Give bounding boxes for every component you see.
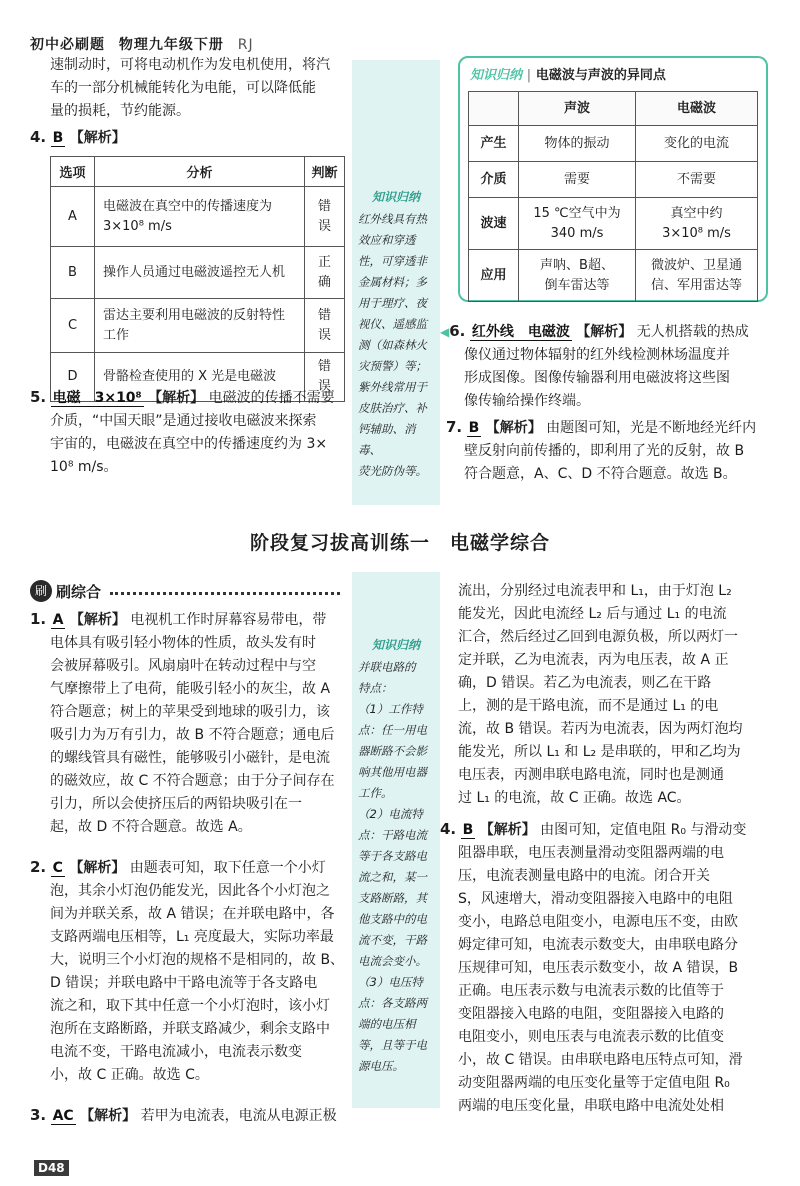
pointer-arrow-icon: ◀ bbox=[440, 325, 450, 339]
text-line: 支路两端电压相等，L₁ 亮度最大，实际功率最 bbox=[50, 929, 334, 945]
question-number: 3. bbox=[30, 1106, 47, 1124]
text-line: 介质，“中国天眼”是通过接收电磁波来探索 bbox=[50, 413, 317, 429]
sidebar-line: 性，可穿透非 bbox=[358, 254, 427, 268]
text-line: 像传输给操作终端。 bbox=[464, 393, 590, 409]
header-edition: RJ bbox=[237, 37, 254, 53]
text-line: 10⁸ m/s。 bbox=[50, 459, 118, 475]
table-cell: B bbox=[51, 247, 95, 299]
table-cell: 物体的振动 bbox=[519, 126, 636, 162]
brush-icon: 刷 bbox=[30, 580, 52, 602]
table-row bbox=[469, 126, 758, 162]
sidebar-line: 器断路不会影 bbox=[358, 744, 427, 758]
q1-block bbox=[30, 608, 346, 839]
table-cell: 骨骼检查使用的 X 光是电磁波 bbox=[95, 353, 305, 402]
sidebar-line: 电流会变小。 bbox=[358, 954, 427, 968]
question-number: 7. bbox=[446, 418, 463, 436]
badge-label: 刷综合 bbox=[56, 582, 102, 601]
table-cell: 雷达主要利用电磁波的反射特性工作 bbox=[95, 299, 305, 353]
intro-paragraph bbox=[50, 54, 350, 123]
text-line: 符合题意；树上的苹果受到地球的吸引力，该 bbox=[50, 704, 330, 720]
text-line: 能发光，所以 L₁ 和 L₂ 是串联的，甲和乙均为 bbox=[458, 744, 741, 760]
text-line: D 错误；并联电路中干路电流等于各支路电 bbox=[50, 975, 318, 991]
text-line: 泡所在支路断路，并联支路减少，剩余支路中 bbox=[50, 1021, 330, 1037]
question-number: 4. bbox=[440, 820, 457, 838]
text-line: 定并联，乙为电流表，丙为电压表，故 A 正 bbox=[458, 652, 729, 668]
table-cell: 错误 bbox=[305, 187, 345, 247]
answer: 电磁 3×10⁸ bbox=[52, 390, 142, 406]
text-line: 小，故 C 错误。由串联电路电压特点可知，滑 bbox=[458, 1052, 743, 1068]
text-line: 流出，分别经过电流表甲和 L₁，由于灯泡 L₂ bbox=[458, 583, 732, 599]
cell-line: 3×10⁸ m/s bbox=[662, 225, 731, 241]
question-number: 5. bbox=[30, 388, 47, 406]
cell-line: 真空中约 bbox=[670, 205, 723, 221]
comparison-table bbox=[468, 91, 758, 302]
sidebar-note-parallel bbox=[352, 572, 440, 1108]
text-line: 像仪通过物体辐射的红外线检测林场温度并 bbox=[464, 347, 730, 363]
answer: B bbox=[52, 130, 64, 146]
answer: B bbox=[462, 822, 474, 838]
answer: 红外线 电磁波 bbox=[471, 324, 570, 340]
sidebar-note-infrared bbox=[352, 60, 440, 505]
question-number: 1. bbox=[30, 610, 47, 628]
section-title: 阶段复习拔高训练一 电磁学综合 bbox=[249, 532, 550, 554]
text-line: 正确。电压表示数与电流表示数的比值等于 bbox=[458, 983, 724, 999]
cell-line: 15 ℃空气中为 bbox=[533, 205, 621, 221]
knowledge-box bbox=[458, 56, 768, 302]
sidebar-line: 金属材料；多 bbox=[358, 275, 427, 289]
text-line: 由题图可知，光是不断地经光纤内 bbox=[546, 420, 757, 436]
text-line: 变阻器接入电路的电阻，变阻器接入电路的 bbox=[458, 1006, 724, 1022]
text-line: 间为并联关系，故 A 错误；在并联电路中，各 bbox=[50, 906, 335, 922]
page-number: D48 bbox=[34, 1160, 69, 1176]
table-cell: C bbox=[51, 299, 95, 353]
text-line: 电视机工作时屏幕容易带电，带 bbox=[130, 612, 327, 628]
text-line: 流之和，取下其中任意一个小灯泡时，该小灯 bbox=[50, 998, 330, 1014]
q2-block bbox=[30, 856, 346, 1087]
col-header bbox=[469, 92, 519, 126]
analysis-tag: 【解析】 bbox=[485, 420, 542, 436]
sidebar-line: 测（如森林火 bbox=[358, 338, 427, 352]
text-line: 阻器串联，电压表测量滑动变阻器两端的电 bbox=[458, 845, 724, 861]
sidebar-line: 效应和穿透 bbox=[358, 233, 416, 247]
text-line: 由图可知，定值电阻 R₀ 与滑动变 bbox=[540, 822, 747, 838]
sidebar-line: 端的电压相 bbox=[358, 1017, 416, 1031]
q4b-block bbox=[440, 818, 774, 1118]
sidebar-line: 他支路中的电 bbox=[358, 912, 427, 926]
text-line: 电压表，丙测串联电路电流，同时也是测通 bbox=[458, 767, 724, 783]
analysis-tag: 【解析】 bbox=[69, 130, 126, 146]
q4-heading bbox=[30, 126, 126, 150]
table-row bbox=[469, 162, 758, 198]
table-cell: D bbox=[51, 353, 95, 402]
text-line: 形成图像。图像传输器利用电磁波将这些图 bbox=[464, 370, 730, 386]
table-cell bbox=[519, 250, 636, 302]
analysis-tag: 【解析】 bbox=[148, 390, 205, 406]
q5-block bbox=[30, 386, 348, 479]
text-line: 压规律可知，电压表示数变小，故 A 错误，B bbox=[458, 960, 739, 976]
analysis-tag: 【解析】 bbox=[69, 860, 126, 876]
sidebar-line: 工作。 bbox=[358, 786, 393, 800]
text-line: 过 L₁ 的电流，故 C 正确。故选 AC。 bbox=[458, 790, 691, 806]
sidebar-line: 流之和，某一 bbox=[358, 870, 427, 884]
header-subject: 物理九年级下册 bbox=[118, 37, 224, 53]
text-line: 汇合，然后经过乙回到电源负极，所以两灯一 bbox=[458, 629, 738, 645]
answer: B bbox=[468, 420, 480, 436]
sidebar-line: 响其他用电器 bbox=[358, 765, 427, 779]
text-line: 起，故 D 不符合题意。故选 A。 bbox=[50, 819, 252, 835]
sidebar-line: 支路断路，其 bbox=[358, 891, 427, 905]
sidebar-line: 皮肤治疗、补 bbox=[358, 401, 427, 415]
cell-line: 信、军用雷达等 bbox=[651, 277, 743, 293]
text-line: 确，D 错误。若乙为电流表，则乙在干路 bbox=[458, 675, 712, 691]
text-line: 气摩擦带上了电荷，能吸引轻小的灰尘，故 A bbox=[50, 681, 331, 697]
sidebar-line: 点：各支路两 bbox=[358, 996, 427, 1010]
col-header: 声波 bbox=[519, 92, 636, 126]
table-header-row bbox=[51, 157, 345, 187]
text-line: 速制动时，可将电动机作为发电机使用，将汽 bbox=[50, 57, 330, 73]
analysis-tag: 【解析】 bbox=[479, 822, 536, 838]
text-line: 的磁效应，故 C 不符合题意；由于分子间存在 bbox=[50, 773, 335, 789]
table-cell: 需要 bbox=[519, 162, 636, 198]
answer: AC bbox=[52, 1108, 74, 1124]
table-cell: 错误 bbox=[305, 299, 345, 353]
cell-line: 倒车雷达等 bbox=[544, 277, 610, 293]
text-line: 大，说明三个小灯泡的规格不是相同的，故 B、 bbox=[50, 952, 345, 968]
knowledge-title: 电磁波与声波的异同点 bbox=[535, 68, 666, 83]
cell-line: 微波炉、卫星通 bbox=[651, 257, 743, 273]
section-badge bbox=[30, 580, 101, 602]
table-row bbox=[469, 198, 758, 250]
header-brand: 初中必刷题 bbox=[30, 37, 105, 53]
text-line: 的螺线管具有磁性，能够吸引小磁针，是电流 bbox=[50, 750, 330, 766]
table-cell bbox=[519, 198, 636, 250]
cell-line: 340 m/s bbox=[550, 225, 604, 241]
text-line: 上，测的是干路电流，而不是通过 L₁ 的电 bbox=[458, 698, 719, 714]
text-line: 会被屏幕吸引。风扇扇叶在转动过程中与空 bbox=[50, 658, 316, 674]
question-number: 4. bbox=[30, 128, 47, 146]
dotted-divider bbox=[110, 592, 340, 595]
text-line: 量的损耗，节约能源。 bbox=[50, 103, 190, 119]
q7-block bbox=[446, 416, 772, 486]
sidebar-line: 流不变，干路 bbox=[358, 933, 427, 947]
text-line: 吸引力为万有引力，故 B 不符合题意；通电后 bbox=[50, 727, 335, 743]
text-line: 无人机搭载的热成 bbox=[636, 324, 749, 340]
row-label: 波速 bbox=[469, 198, 519, 250]
running-header bbox=[30, 34, 254, 54]
col-header: 分析 bbox=[95, 157, 305, 187]
answer: C bbox=[52, 860, 63, 876]
cell-line: 声呐、B超、 bbox=[540, 257, 614, 273]
table-row bbox=[469, 250, 758, 302]
table-cell bbox=[636, 250, 758, 302]
text-line: 泡，其余小灯泡仍能发光，因此各个小灯泡之 bbox=[50, 883, 330, 899]
sidebar-line: 红外线具有热 bbox=[358, 212, 427, 226]
sidebar-line: 源电压。 bbox=[358, 1059, 404, 1073]
sidebar-line: （3）电压特 bbox=[358, 975, 423, 989]
analysis-tag: 【解析】 bbox=[69, 612, 126, 628]
sidebar-line: 荧光防伪等。 bbox=[358, 464, 427, 478]
text-line: 姆定律可知，电流表示数变大，由串联电路分 bbox=[458, 937, 738, 953]
text-line: 电磁波的传播不需要 bbox=[208, 390, 335, 406]
text-line: 小，故 C 正确。故选 C。 bbox=[50, 1067, 209, 1083]
table-cell: 操作人员通过电磁波遥控无人机 bbox=[95, 247, 305, 299]
sidebar-line: （1）工作特 bbox=[358, 702, 423, 716]
table-row bbox=[51, 187, 345, 247]
table-row bbox=[51, 299, 345, 353]
question-number: 6. bbox=[449, 322, 466, 340]
analysis-tag: 【解析】 bbox=[576, 324, 633, 340]
sidebar-line: （2）电流特 bbox=[358, 807, 423, 821]
text-line: 动变阻器两端的电压变化量等于定值电阻 R₀ bbox=[458, 1075, 730, 1091]
sidebar-line: 紫外线常用于 bbox=[358, 380, 427, 394]
sidebar-title: 知识归纳 bbox=[371, 638, 420, 652]
q4-analysis-table bbox=[50, 156, 345, 402]
table-cell: 错误 bbox=[305, 353, 345, 402]
sidebar-line: 灾预警）等； bbox=[358, 359, 427, 373]
col-header: 选项 bbox=[51, 157, 95, 187]
sidebar-line: 特点： bbox=[358, 681, 393, 695]
knowledge-label: 知识归纳 bbox=[470, 68, 523, 83]
sidebar-line: 等于各支路电 bbox=[358, 849, 427, 863]
table-cell: 正确 bbox=[305, 247, 345, 299]
text-line: S，风速增大，滑动变阻器接入电路中的电阻 bbox=[458, 891, 733, 907]
text-line: 电阻变小，则电压表与电流表示数的比值变 bbox=[458, 1029, 724, 1045]
row-label: 应用 bbox=[469, 250, 519, 302]
table-cell bbox=[636, 198, 758, 250]
text-line: 电流不变，干路电流减小，电流表示数变 bbox=[50, 1044, 302, 1060]
sidebar-line: 点：任一用电 bbox=[358, 723, 427, 737]
table-row bbox=[51, 247, 345, 299]
table-cell: A bbox=[51, 187, 95, 247]
row-label: 产生 bbox=[469, 126, 519, 162]
table-cell: 不需要 bbox=[636, 162, 758, 198]
text-line: 宇宙的，电磁波在真空中的传播速度约为 3× bbox=[50, 436, 328, 452]
text-line: 流，故 B 错误。若丙为电流表，因为两灯泡均 bbox=[458, 721, 743, 737]
text-line: 两端的电压变化量，串联电路中电流处处相 bbox=[458, 1098, 724, 1114]
q3-block bbox=[30, 1104, 350, 1128]
row-label: 介质 bbox=[469, 162, 519, 198]
text-line: 压，电流表测量电路中的电流。闭合开关 bbox=[458, 868, 710, 884]
text-line: 引力，所以会使挤压后的两铅块吸引在一 bbox=[50, 796, 302, 812]
sidebar-line: 等，且等于电 bbox=[358, 1038, 427, 1052]
analysis-tag: 【解析】 bbox=[80, 1108, 137, 1124]
sidebar-line: 并联电路的 bbox=[358, 660, 416, 674]
text-line: 符合题意，A、C、D 不符合题意。故选 B。 bbox=[464, 466, 737, 482]
col-header: 电磁波 bbox=[636, 92, 758, 126]
sidebar-title: 知识归纳 bbox=[371, 190, 420, 204]
q6-block bbox=[440, 320, 770, 413]
text-line: 能发光，因此电流经 L₂ 后与通过 L₁ 的电流 bbox=[458, 606, 727, 622]
answer: A bbox=[52, 612, 64, 628]
sidebar-line: 点：干路电流 bbox=[358, 828, 427, 842]
table-cell: 电磁波在真空中的传播速度为 3×10⁸ m/s bbox=[95, 187, 305, 247]
text-line: 车的一部分机械能转化为电能，可以降低能 bbox=[50, 80, 316, 96]
q3-continuation bbox=[458, 580, 774, 810]
sidebar-line: 用于理疗、夜 bbox=[358, 296, 427, 310]
sidebar-line: 视仪、遥感监 bbox=[358, 317, 427, 331]
table-cell: 变化的电流 bbox=[636, 126, 758, 162]
sidebar-line: 钙辅助、消毒、 bbox=[358, 422, 416, 457]
text-line: 变小，电路总电阻变小，电源电压不变，由欧 bbox=[458, 914, 738, 930]
text-line: 壁反射向前传播的，即利用了光的反射，故 B bbox=[464, 443, 745, 459]
text-line: 电体具有吸引轻小物体的性质，故头发有时 bbox=[50, 635, 316, 651]
knowledge-box-title: 知识归纳 | 电磁波与声波的异同点 bbox=[470, 68, 666, 83]
question-number: 2. bbox=[30, 858, 47, 876]
text-line: 若甲为电流表，电流从电源正极 bbox=[140, 1108, 337, 1124]
col-header: 判断 bbox=[305, 157, 345, 187]
text-line: 由题表可知，取下任意一个小灯 bbox=[129, 860, 326, 876]
